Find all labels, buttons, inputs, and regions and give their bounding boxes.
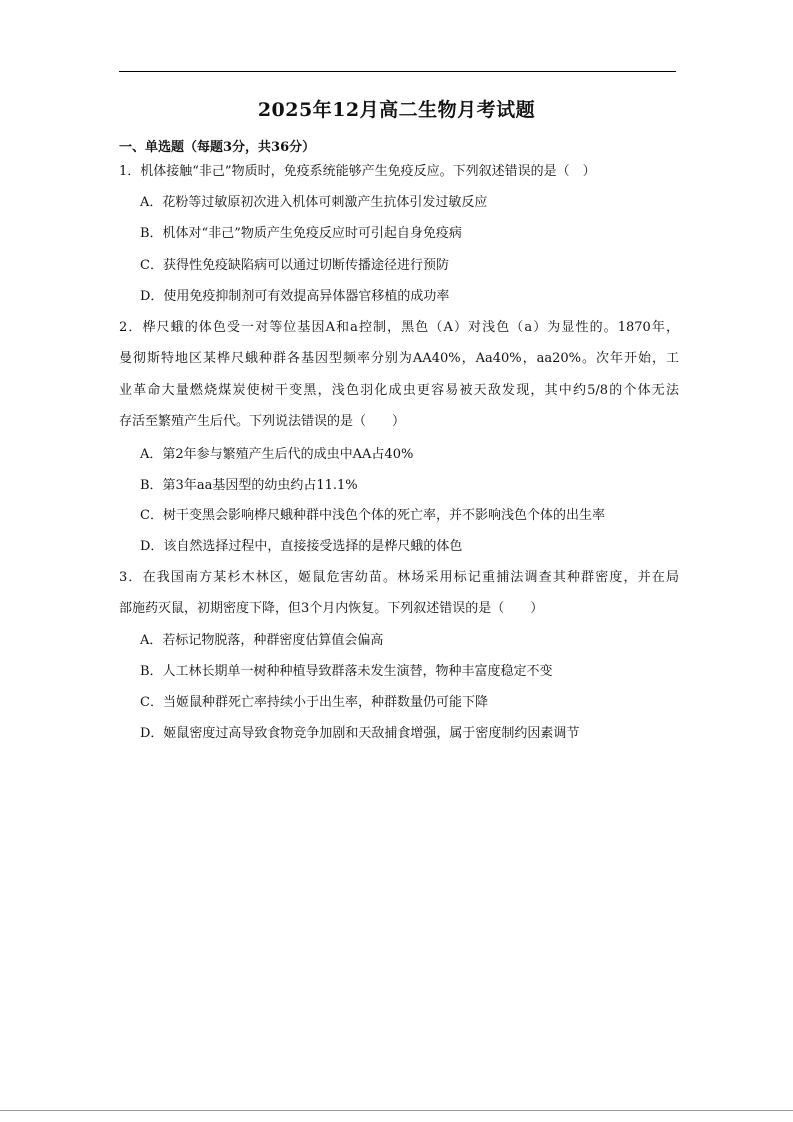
question-3-option-c: C．当姬鼠种群死亡率持续小于出生率，种群数量仍可能下降 (140, 695, 488, 710)
question-1-option-b: B．机体对“非己”物质产生免疫反应时可引起自身免疫病 (140, 226, 462, 241)
question-1-option-d: D．使用免疫抑制剂可有效提高异体器官移植的成功率 (140, 289, 450, 304)
question-1-stem: 1．机体接触“非己”物质时，免疫系统能够产生免疫反应。下列叙述错误的是（ ） (119, 164, 596, 179)
header-rule (119, 71, 676, 72)
question-3-option-d: D．姬鼠密度过高导致食物竞争加剧和天敌捕食增强，属于密度制约因素调节 (140, 726, 580, 741)
question-3-stem-line-2: 部施药灭鼠，初期密度下降，但3个月内恢复。下列叙述错误的是（ ） (119, 601, 544, 616)
question-2-option-b: B．第3年aa基因型的幼虫约占11.1% (140, 478, 358, 493)
question-3-option-b: B．人工林长期单一树种种植导致群落未发生演替，物种丰富度稳定不变 (140, 664, 553, 679)
question-2-option-a: A．第2年参与繁殖产生后代的成虫中AA占40% (140, 447, 414, 462)
question-1-option-a: A．花粉等过敏原初次进入机体可刺激产生抗体引发过敏反应 (140, 195, 488, 210)
question-2-stem-line-4: 存活至繁殖产生后代。下列说法错误的是（ ） (119, 414, 406, 429)
exam-title: 2025年12月高二生物月考试题 (257, 99, 536, 121)
question-2-option-c: C．树干变黑会影响桦尺蛾种群中浅色个体的死亡率，并不影响浅色个体的出生率 (140, 508, 605, 523)
question-2-stem-line-2: 曼彻斯特地区某桦尺蛾种群各基因型频率分别为AA40%，Aa40%，aa20%。次年开始，工 (119, 351, 679, 366)
question-2-stem-line-3: 业革命大量燃烧煤炭使树干变黑，浅色羽化成虫更容易被天敌发现，其中约5/8的个体无法 (119, 383, 679, 398)
question-2-option-d: D．该自然选择过程中，直接接受选择的是桦尺蛾的体色 (140, 539, 463, 554)
question-3-stem-line-1: 3．在我国南方某杉木林区，姬鼠危害幼苗。林场采用标记重捕法调查其种群密度，并在局 (119, 570, 679, 585)
question-2-stem-line-1: 2．桦尺蛾的体色受一对等位基因A和a控制，黑色（A）对浅色（a）为显性的。1870年， (119, 320, 679, 335)
question-1-option-c: C．获得性免疫缺陷病可以通过切断传播途径进行预防 (140, 258, 449, 273)
page-bottom-edge (0, 1110, 793, 1111)
section-heading: 一、单选题（每题3分，共36分） (119, 140, 316, 155)
question-3-option-a: A．若标记物脱落，种群密度估算值会偏高 (140, 633, 384, 648)
